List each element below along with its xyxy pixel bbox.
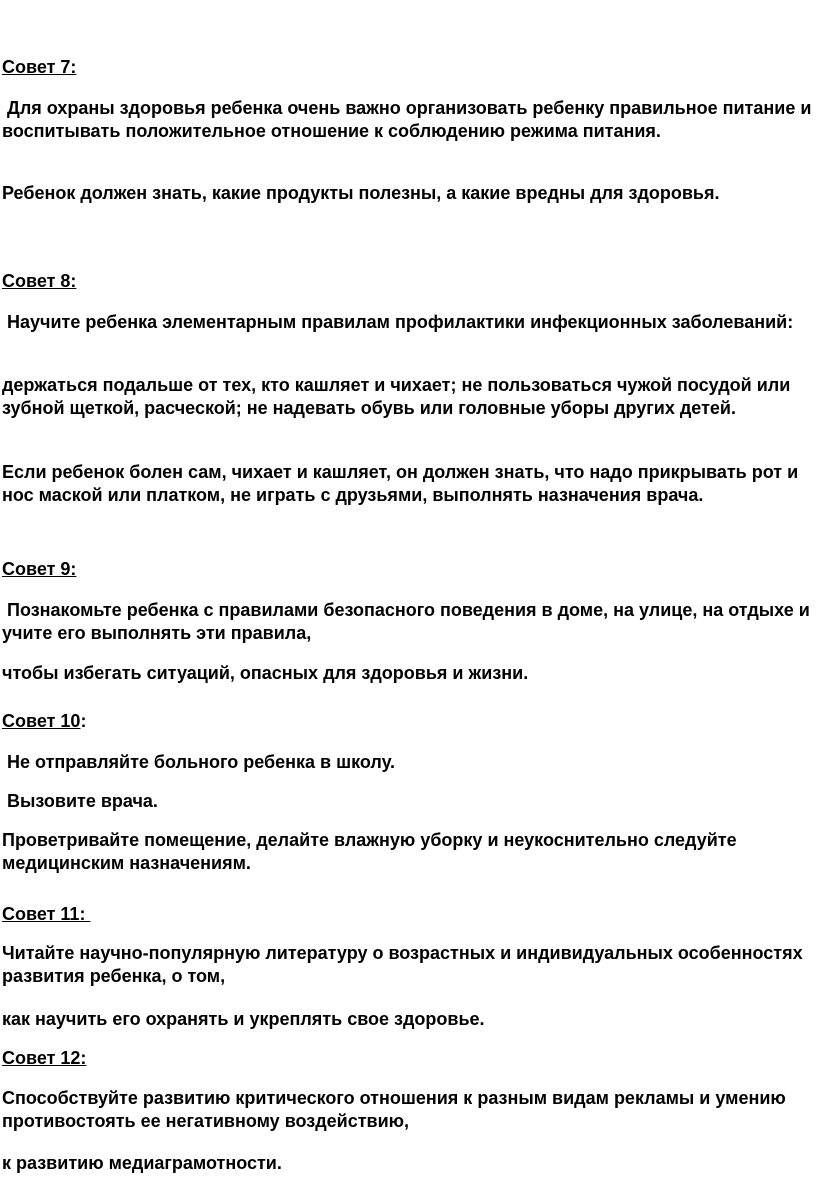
tip-10-paragraph-3: Проветривайте помещение, делайте влажную уборку и неукоснительно следуйте медицинским назначениям. — [2, 830, 737, 873]
tip-8-paragraph-3: Если ребенок болен сам, чихает и кашляет, он должен знать, что надо прикрывать рот и нос маской или платком, не играть с друзьями, выполнять назначения врача. — [2, 462, 799, 505]
tip-9-heading-label: Совет 9: — [2, 559, 77, 579]
tip-10-heading-suffix: : — [80, 711, 87, 731]
tip-8-heading-label: Совет 8: — [2, 271, 77, 291]
tip-10-heading-label: Совет 10 — [2, 711, 81, 731]
tip-12-heading — [2, 1046, 86, 1070]
tip-8-heading — [2, 269, 76, 293]
tip-9-heading — [2, 557, 76, 581]
tip-7-paragraph-1: Для охраны здоровья ребенка очень важно организовать ребенку правильное питание и воспитывать положительное отношение к соблюдению режима питания. — [2, 98, 816, 141]
tip-11-paragraph-1: Читайте научно-популярную литературу о возрастных и индивидуальных особенностях развития ребенка, о том, — [2, 943, 803, 986]
tip-10-paragraph-1: Не отправляйте больного ребенка в школу. — [2, 752, 396, 772]
tip-12-heading-label: Совет 12: — [2, 1048, 87, 1068]
tip-7-heading — [2, 55, 76, 79]
tip-7-heading-label: Совет 7: — [2, 57, 77, 77]
tip-11-paragraph-2: как научить его охранять и укреплять свое здоровье. — [2, 1009, 485, 1029]
tip-7-paragraph-2: Ребенок должен знать, какие продукты полезны, а какие вредны для здоровья. — [2, 183, 720, 203]
tip-10-paragraph-2: Вызовите врача. — [2, 791, 158, 811]
tip-11-heading-label: Совет 11: — [2, 904, 91, 924]
tip-9-paragraph-2: чтобы избегать ситуаций, опасных для здоровья и жизни. — [2, 663, 529, 683]
tip-8-paragraph-2: держаться подальше от тех, кто кашляет и чихает; не пользоваться чужой посудой или зубной щеткой, расческой; не надевать обувь или головные уборы других детей. — [2, 375, 791, 418]
tip-12-paragraph-2: к развитию медиаграмотности. — [2, 1153, 282, 1173]
tip-9-paragraph-1: Познакомьте ребенка с правилами безопасного поведения в доме, на улице, на отдыхе и учите его выполнять эти правила, — [2, 600, 815, 643]
tip-10-heading — [2, 709, 86, 733]
tip-12-paragraph-1: Способствуйте развитию критического отношения к разным видам рекламы и умению противостоять ее негативному воздействию, — [2, 1088, 786, 1131]
tip-11-heading — [2, 902, 90, 926]
tip-8-paragraph-1: Научите ребенка элементарным правилам профилактики инфекционных заболеваний: — [2, 312, 794, 332]
